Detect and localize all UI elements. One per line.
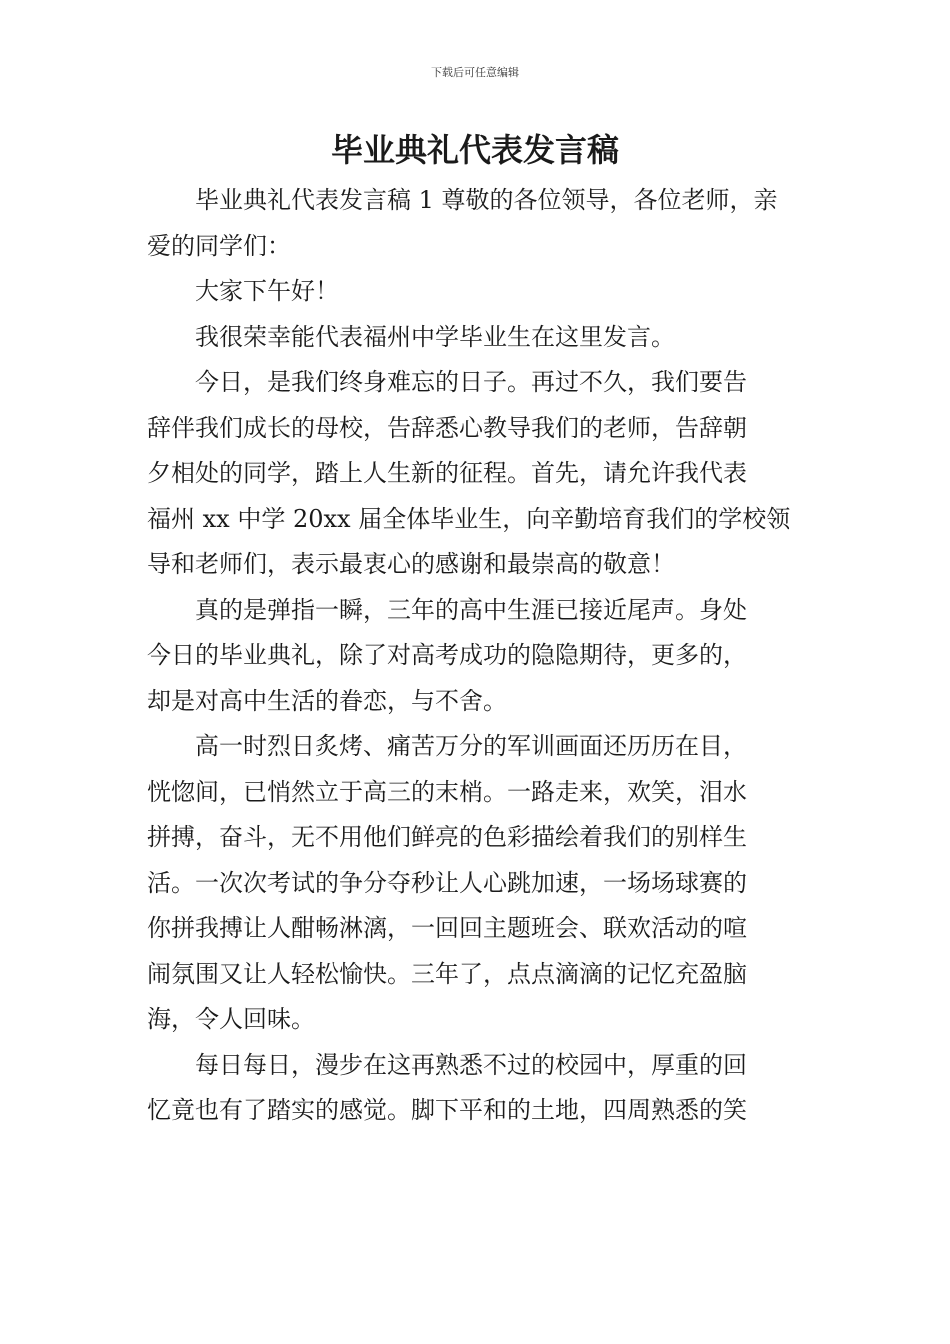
text-line: 导和老师们，表示最衷心的感谢和最崇高的敬意！ (147, 550, 675, 578)
text-line: 毕业典礼代表发言稿 1 尊敬的各位领导，各位老师，亲 (195, 186, 778, 214)
paragraph-greeting (147, 178, 807, 269)
text-line: 夕相处的同学，踏上人生新的征程。首先，请允许我代表 (147, 459, 747, 487)
paragraph-today (147, 360, 807, 588)
text-line: 今日的毕业典礼，除了对高考成功的隐隐期待，更多的， (147, 641, 747, 669)
text-line: 福州 xx 中学 20xx 届全体毕业生，向辛勤培育我们的学校领 (147, 504, 791, 533)
text-line: 恍惚间，已悄然立于高三的末梢。一路走来，欢笑，泪水 (147, 777, 747, 806)
text-line: 闹氛围又让人轻松愉快。三年了，点点滴滴的记忆充盈脑 (147, 959, 747, 988)
text-line: 海，令人回味。 (147, 1005, 315, 1033)
text-line: 拼搏，奋斗，无不用他们鲜亮的色彩描绘着我们的别样生 (147, 823, 747, 851)
text-line: 爱的同学们： (147, 231, 291, 260)
text-line: 辞伴我们成长的母校，告辞悉心教导我们的老师，告辞朝 (147, 413, 747, 442)
document-title: 毕业典礼代表发言稿 (330, 131, 619, 169)
paragraph-memories (147, 724, 807, 1043)
text-line: 活。一次次考试的争分夺秒让人心跳加速，一场场球赛的 (147, 868, 747, 897)
paragraph-time-flies (147, 588, 807, 725)
document-body (147, 178, 807, 1134)
paragraph-honor (147, 315, 807, 361)
text-line: 真的是弹指一瞬，三年的高中生涯已接近尾声。身处 (195, 595, 747, 624)
text-line: 每日每日，漫步在这再熟悉不过的校园中，厚重的回 (195, 1050, 747, 1079)
paragraph-campus-walk (147, 1043, 807, 1134)
paragraph-hello (147, 269, 807, 315)
text-line: 今日，是我们终身难忘的日子。再过不久，我们要告 (195, 368, 747, 396)
text-line: 却是对高中生活的眷恋，与不舍。 (147, 686, 507, 715)
text-line: 你拼我搏让人酣畅淋漓，一回回主题班会、联欢活动的喧 (147, 914, 747, 942)
text-line: 大家下午好！ (195, 277, 339, 305)
text-line: 忆竟也有了踏实的感觉。脚下平和的土地，四周熟悉的笑 (147, 1096, 747, 1124)
page-header-note: 下载后可任意编辑 (431, 66, 519, 79)
text-line: 高一时烈日炙烤、痛苦万分的军训画面还历历在目， (195, 732, 747, 760)
text-line: 我很荣幸能代表福州中学毕业生在这里发言。 (195, 322, 675, 351)
